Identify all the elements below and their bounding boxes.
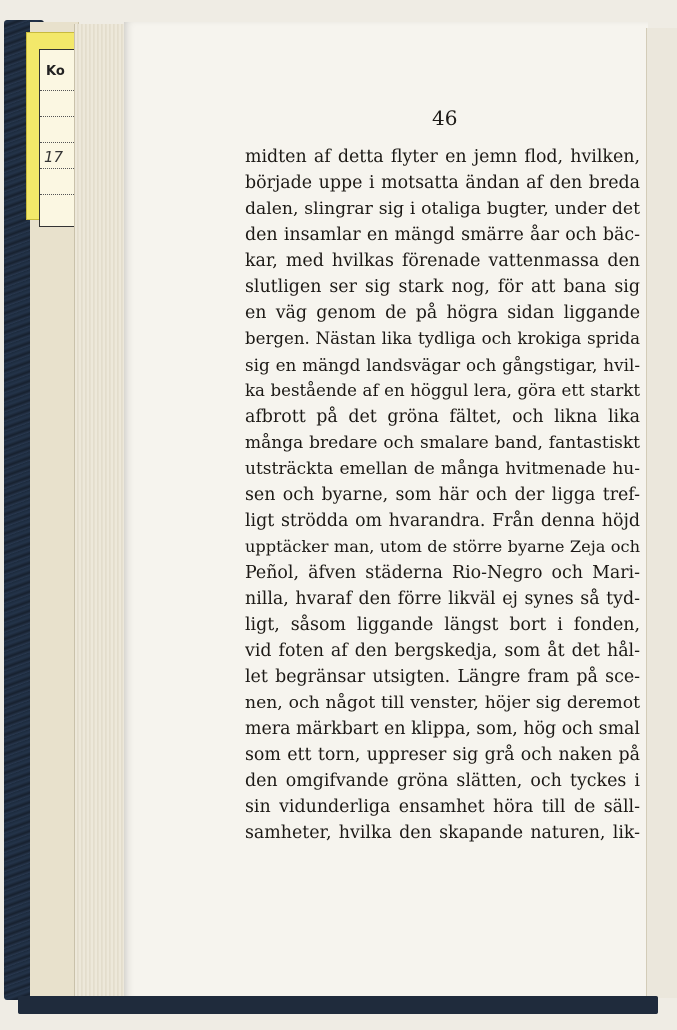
text-line: sin vidunderliga ensamhet höra till de säll-: [245, 797, 640, 817]
text-line: slutligen ser sig stark nog, för att bana sig: [245, 277, 640, 297]
text-line: nen, och något till venster, höjer sig deremot: [245, 693, 640, 713]
library-label-number: 17: [44, 148, 64, 166]
library-label-prefix: Ko: [46, 64, 65, 79]
bottom-cover-edge: [18, 996, 658, 1014]
text-line: den insamlar en mängd smärre åar och bäc-: [245, 225, 640, 245]
text-line: Peñol, äfven städerna Rio-Negro och Mari-: [245, 563, 640, 583]
text-line: ligt, såsom liggande längst bort i fonden,: [245, 615, 640, 635]
text-line: kar, med hvilkas förenade vattenmassa den: [245, 251, 640, 271]
library-label: [26, 32, 76, 220]
text-line: samheter, hvilka den skapande naturen, lik-: [245, 823, 640, 843]
text-line: började uppe i motsatta ändan af den breda: [245, 173, 640, 193]
text-line: ligt strödda om hvarandra. Från denna höjd: [245, 511, 640, 531]
text-line: upptäcker man, utom de större byarne Zeja och: [245, 537, 640, 556]
text-line: mera märkbart en klippa, som, hög och smal: [245, 719, 640, 739]
text-line: en väg genom de på högra sidan liggande: [245, 303, 640, 323]
text-line: sen och byarne, som här och der ligga tref-: [245, 485, 640, 505]
text-line: dalen, slingrar sig i otaliga bugter, under det: [245, 199, 640, 219]
page-edges: [74, 24, 131, 996]
text-line: utsträckta emellan de många hvitmenade hu-: [245, 459, 640, 479]
text-line: let begränsar utsigten. Längre fram på sce-: [245, 667, 640, 687]
text-line: nilla, hvaraf den förre likväl ej synes så tyd-: [245, 589, 640, 609]
text-line: som ett torn, uppreser sig grå och naken på: [245, 745, 640, 765]
text-line: sig en mängd landsvägar och gångstigar, hvil-: [245, 355, 640, 375]
page-number: 46: [432, 106, 458, 130]
text-line: midten af detta flyter en jemn flod, hvilken,: [245, 147, 640, 167]
text-line: bergen. Nästan lika tydliga och krokiga sprida: [245, 329, 640, 348]
text-line: vid foten af den bergskedja, som åt det hål-: [245, 641, 640, 661]
right-cover-edge: [646, 28, 677, 998]
text-line: afbrott på det gröna fältet, och likna lika: [245, 407, 640, 427]
text-line: ka bestående af en höggul lera, göra ett starkt: [245, 381, 640, 400]
text-line: många bredare och smalare band, fantastiskt: [245, 433, 640, 453]
text-line: den omgifvande gröna slätten, och tyckes i: [245, 771, 640, 791]
